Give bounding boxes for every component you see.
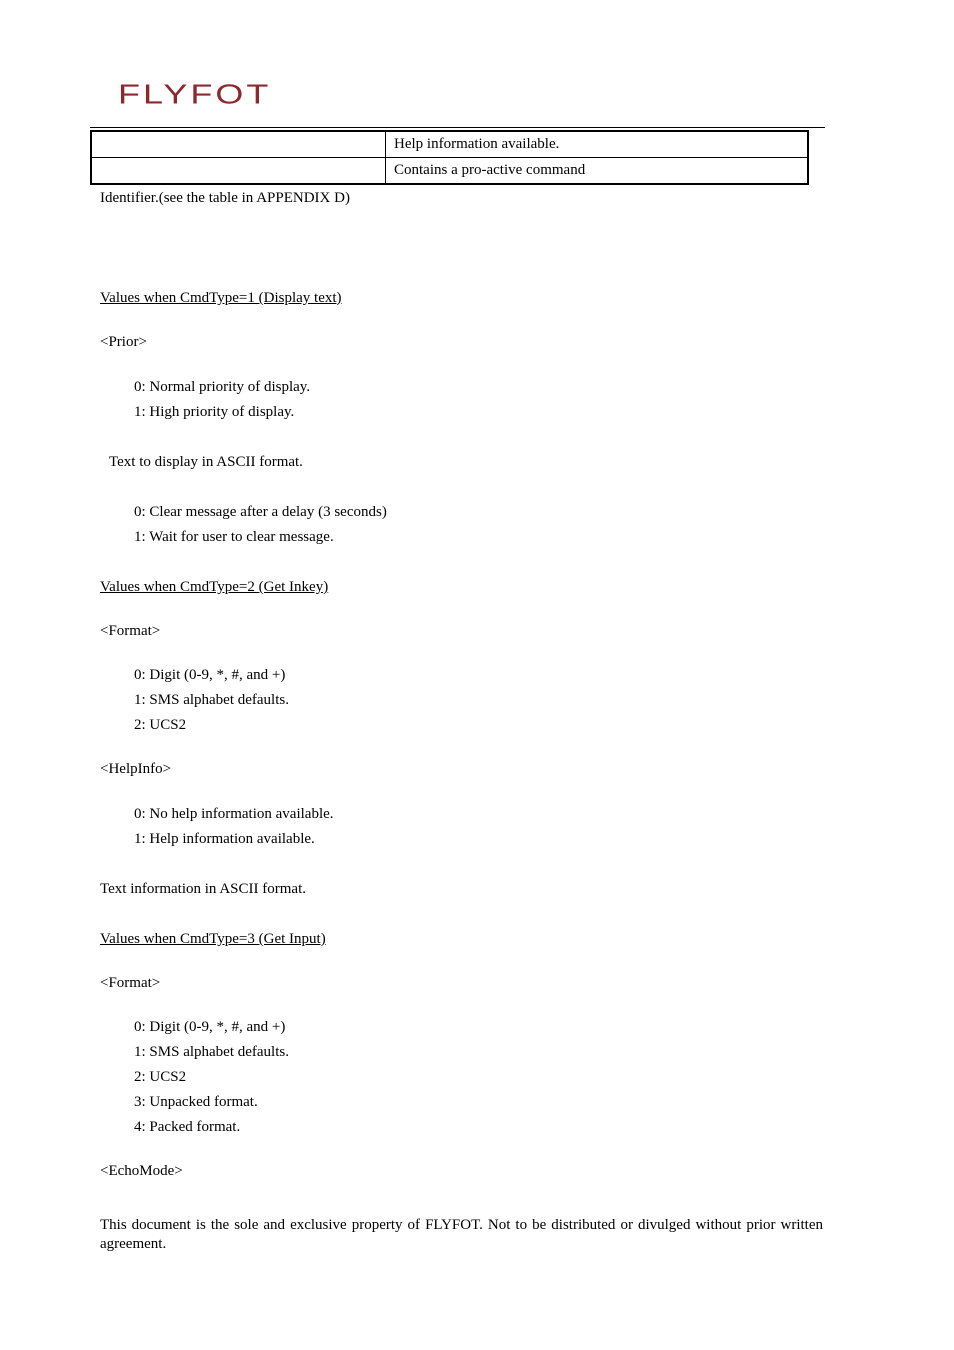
param-label-echomode: <EchoMode>: [100, 1163, 183, 1179]
list-item: 1: Wait for user to clear message.: [134, 529, 334, 545]
section-heading-get-input: Values when CmdType=3 (Get Input): [100, 931, 326, 947]
list-item: 0: Clear message after a delay (3 seconds): [134, 504, 387, 520]
text-note: Text information in ASCII format.: [100, 881, 307, 897]
param-label-prior: <Prior>: [100, 334, 147, 350]
text-note: Text to display in ASCII format.: [109, 454, 303, 470]
table-row: [91, 131, 808, 158]
param-label-helpinfo: <HelpInfo>: [100, 761, 172, 777]
list-item: 0: Digit (0-9, *, #, and +): [134, 667, 286, 683]
header-rule: [90, 127, 825, 128]
identifier-note: Identifier.(see the table in APPENDIX D): [100, 190, 350, 206]
continuation-table: [90, 130, 809, 185]
param-label-format: <Format>: [100, 975, 161, 991]
footer-disclaimer: This document is the sole and exclusive property of FLYFOT. Not to be distributed or divulged without prior written agreement.: [100, 1217, 823, 1252]
table-cell: [91, 158, 386, 185]
list-item: 4: Packed format.: [134, 1119, 241, 1135]
list-item: 0: No help information available.: [134, 806, 334, 822]
list-item: 3: Unpacked format.: [134, 1094, 258, 1110]
list-item: 2: UCS2: [134, 717, 187, 733]
table-cell: [91, 131, 386, 158]
table-cell: Contains a pro-active command: [386, 158, 809, 185]
table-row: [91, 158, 808, 185]
list-item: 1: SMS alphabet defaults.: [134, 1044, 289, 1060]
list-item: 2: UCS2: [134, 1069, 187, 1085]
list-item: 1: SMS alphabet defaults.: [134, 692, 289, 708]
list-item: 1: High priority of display.: [134, 404, 295, 420]
param-label-format: <Format>: [100, 623, 161, 639]
flyfot-logo: FLYFOT: [118, 77, 272, 110]
list-item: 0: Normal priority of display.: [134, 379, 311, 395]
section-heading-get-inkey: Values when CmdType=2 (Get Inkey): [100, 579, 329, 595]
list-item: 1: Help information available.: [134, 831, 315, 847]
section-heading-display-text: Values when CmdType=1 (Display text): [100, 290, 342, 306]
table-cell: Help information available.: [386, 131, 809, 158]
list-item: 0: Digit (0-9, *, #, and +): [134, 1019, 286, 1035]
